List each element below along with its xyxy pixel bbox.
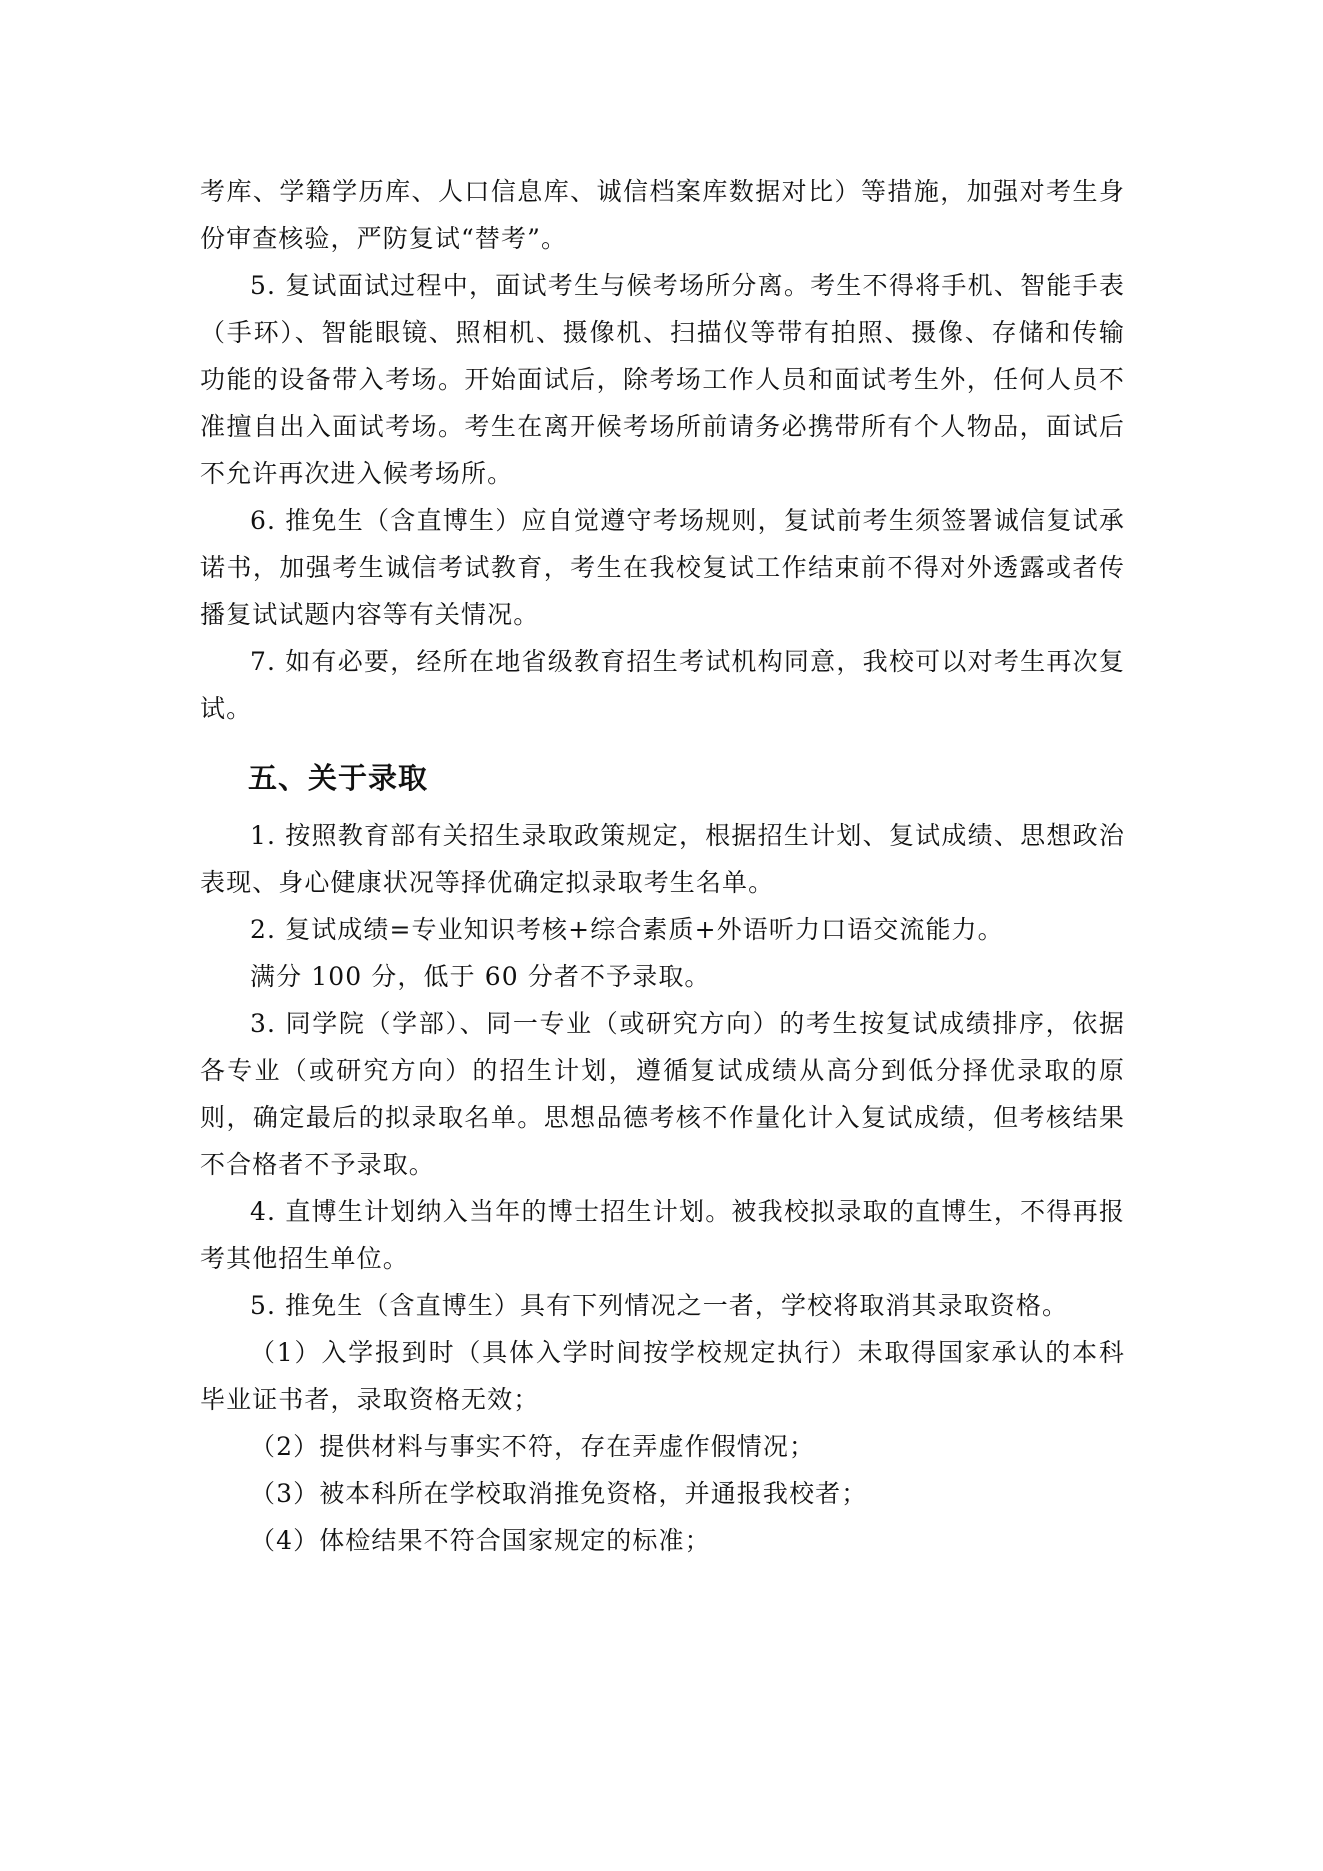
paragraph-continuation: 考库、学籍学历库、人口信息库、诚信档案库数据对比）等措施，加强对考生身份审查核验，严防复试“替考”。	[200, 177, 1125, 253]
document-body	[200, 168, 1125, 1564]
list-item-condition-1: （1）入学报到时（具体入学时间按学校规定执行）未取得国家承认的本科毕业证书者，录取资格无效；	[200, 1338, 1125, 1414]
paragraph-admission-5: 5. 推免生（含直博生）具有下列情况之一者，学校将取消其录取资格。	[250, 1291, 1069, 1320]
paragraph-admission-1: 1. 按照教育部有关招生录取政策规定，根据招生计划、复试成绩、思想政治表现、身心健康状况等择优确定拟录取考生名单。	[200, 821, 1125, 897]
paragraph-admission-2: 2. 复试成绩=专业知识考核+综合素质+外语听力口语交流能力。	[250, 915, 1004, 944]
list-item-condition-2: （2）提供材料与事实不符，存在弄虚作假情况；	[250, 1432, 816, 1461]
paragraph-full-score: 满分 100 分，低于 60 分者不予录取。	[250, 962, 711, 991]
list-item-condition-4: （4）体检结果不符合国家规定的标准；	[250, 1526, 711, 1555]
paragraph-item-6: 6. 推免生（含直博生）应自觉遵守考场规则，复试前考生须签署诚信复试承诺书，加强考生诚信考试教育，考生在我校复试工作结束前不得对外透露或者传播复试试题内容等有关情况。	[200, 506, 1125, 629]
paragraph-admission-4: 4. 直博生计划纳入当年的博士招生计划。被我校拟录取的直博生，不得再报考其他招生单位。	[200, 1197, 1125, 1273]
list-item-condition-3: （3）被本科所在学校取消推免资格，并通报我校者；	[250, 1479, 868, 1508]
paragraph-item-7: 7. 如有必要，经所在地省级教育招生考试机构同意，我校可以对考生再次复试。	[200, 647, 1125, 723]
paragraph-admission-3: 3. 同学院（学部）、同一专业（或研究方向）的考生按复试成绩排序，依据各专业（或研究方向）的招生计划，遵循复试成绩从高分到低分择优录取的原则，确定最后的拟录取名单。思想品德考核不作量化计入复试成绩，但考核结果不合格者不予录取。	[200, 1009, 1125, 1179]
paragraph-item-5: 5. 复试面试过程中，面试考生与候考场所分离。考生不得将手机、智能手表（手环）、智能眼镜、照相机、摄像机、扫描仪等带有拍照、摄像、存储和传输功能的设备带入考场。开始面试后，除考场工作人员和面试考生外，任何人员不准擅自出入面试考场。考生在离开候考场所前请务必携带所有个人物品，面试后不允许再次进入候考场所。	[200, 271, 1125, 488]
section-heading-admission: 五、关于录取	[248, 761, 429, 795]
